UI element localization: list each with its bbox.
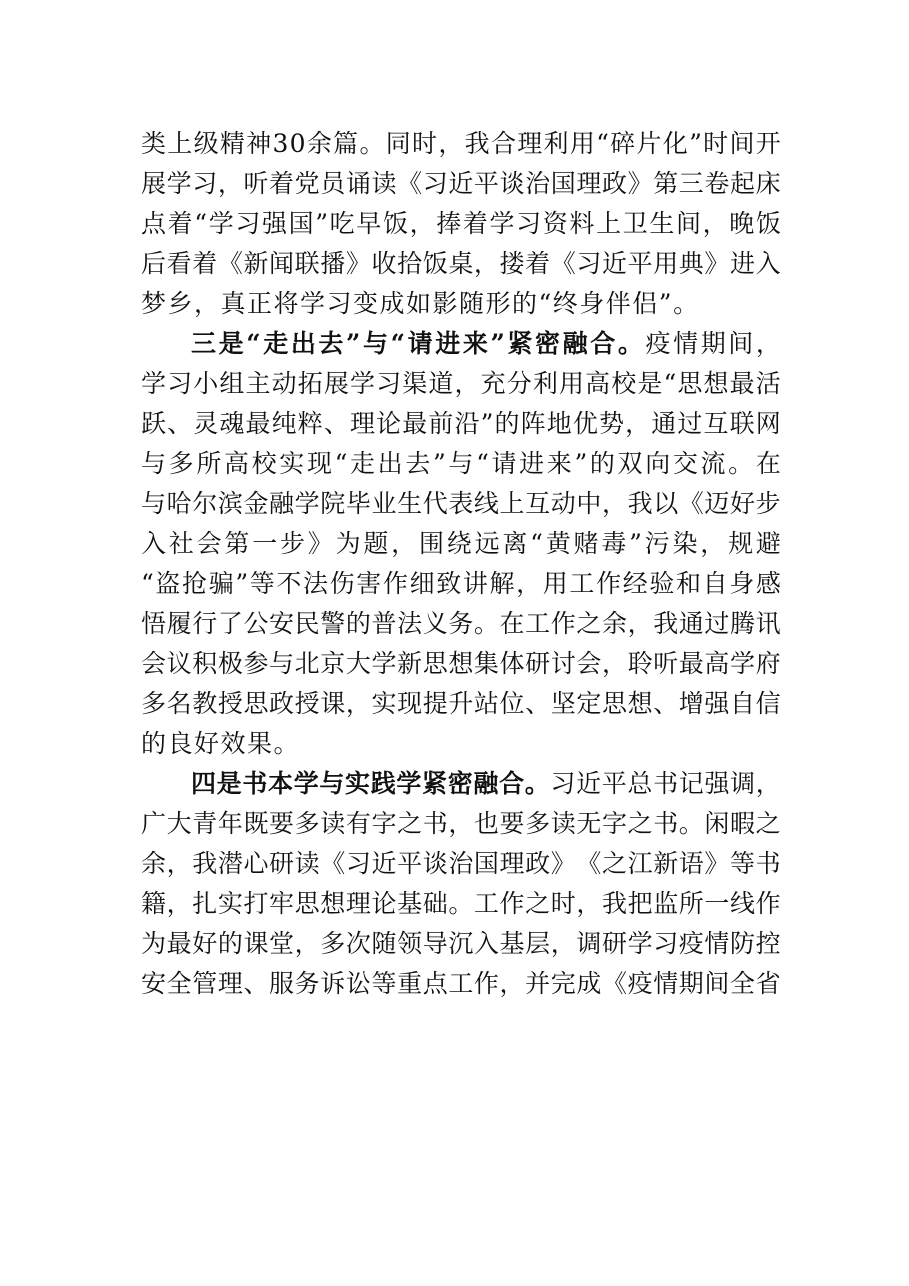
paragraph-2-line-3: 跃 、 灵 魂 最 纯 粹 、 理 论 最 前 沿 ” 的 阵 地 优 势 ， 通 过 互 联 网 <box>141 409 781 438</box>
body-text <box>141 124 781 1004</box>
paragraph-1-line-3: 点 着 “ 学 习 强 国 ” 吃 早 饭 ， 捧 着 学 习 资 料 上 卫 生 间 ， 晚 饭 <box>141 209 781 238</box>
paragraph-2-line-9: 会 议 积 极 参 与 北 京 大 学 新 思 想 集 体 研 讨 会 ， 聆 听 最 高 学 府 <box>141 649 781 678</box>
paragraph-3-line-3: 余 ， 我 潜 心 研 读 《 习 近 平 谈 治 国 理 政 》 《 之 江 新 语 》 等 书 <box>141 849 781 878</box>
paragraph-2-line-2: 学 习 小 组 主 动 拓 展 学 习 渠 道 ， 充 分 利 用 高 校 是 “ 思 想 最 活 <box>141 369 781 398</box>
paragraph-3-line-2: 广 大 青 年 既 要 多 读 有 字 之 书 ， 也 要 多 读 无 字 之 书 。 闲 暇 之 <box>141 809 781 838</box>
paragraph-1-line-2: 展 学 习 ， 听 着 党 员 诵 读 《 习 近 平 谈 治 国 理 政 》 第 三 卷 起 床 <box>141 169 781 198</box>
paragraph-1-line-4: 后 看 着 《 新 闻 联 播 》 收 拾 饭 桌 ， 搂 着 《 习 近 平 用 典 》 进 入 <box>141 249 781 278</box>
paragraph-2-line-11 <box>141 724 781 764</box>
paragraph-2-line-7: “ 盗 抢 骗 ” 等 不 法 伤 害 作 细 致 讲 解 ， 用 工 作 经 验 和 自 身 感 <box>141 569 781 598</box>
paragraph-2-line-4: 与 多 所 高 校 实 现 “ 走 出 去 ” 与 “ 请 进 来 ” 的 双 向 交 流 。 在 <box>141 449 781 478</box>
paragraph-3-line-4: 籍 ， 扎 实 打 牢 思 想 理 论 基 础 。 工 作 之 时 ， 我 把 监 所 一 线 作 <box>141 889 781 918</box>
paragraph-2-line-10: 多 名 教 授 思 政 授 课 ， 实 现 提 升 站 位 、 坚 定 思 想 、 增 强 自 信 <box>141 689 781 718</box>
line-text: 梦乡，真正将学习变成如影随形的“终身伴侣”。 <box>141 289 700 318</box>
paragraph-2-line-5: 与 哈 尔 滨 金 融 学 院 毕 业 生 代 表 线 上 互 动 中 ， 我 以 《 迈 好 步 <box>141 489 781 518</box>
paragraph-1-line-1: 类 上 级 精 神 3 0 余 篇 。 同 时 ， 我 合 理 利 用 “ 碎 片 化 ” 时 间 开 <box>141 129 781 158</box>
line-text: 的良好效果。 <box>141 729 301 758</box>
paragraph-1-line-5 <box>141 284 781 324</box>
paragraph-2-line-6: 入 社 会 第 一 步 》 为 题 ， 围 绕 远 离 “ 黄 赌 毒 ” 污 染 ， 规 避 <box>141 529 781 558</box>
paragraph-2-line-1: 三 是 “ 走 出 去 ” 与 “ 请 进 来 ” 紧 密 融 合 。 疫 情 期 间 ， <box>191 329 781 358</box>
paragraph-3-line-6: 安 全 管 理 、 服 务 诉 讼 等 重 点 工 作 ， 并 完 成 《 疫 情 期 间 全 省 <box>141 969 781 998</box>
paragraph-2-line-8: 悟 履 行 了 公 安 民 警 的 普 法 义 务 。 在 工 作 之 余 ， 我 通 过 腾 讯 <box>141 609 781 638</box>
paragraph-3-line-1: 四 是 书 本 学 与 实 践 学 紧 密 融 合 。 习 近 平 总 书 记 强 调 ， <box>191 769 781 798</box>
paragraph-3-line-5: 为 最 好 的 课 堂 ， 多 次 随 领 导 沉 入 基 层 ， 调 研 学 习 疫 情 防 控 <box>141 929 781 958</box>
